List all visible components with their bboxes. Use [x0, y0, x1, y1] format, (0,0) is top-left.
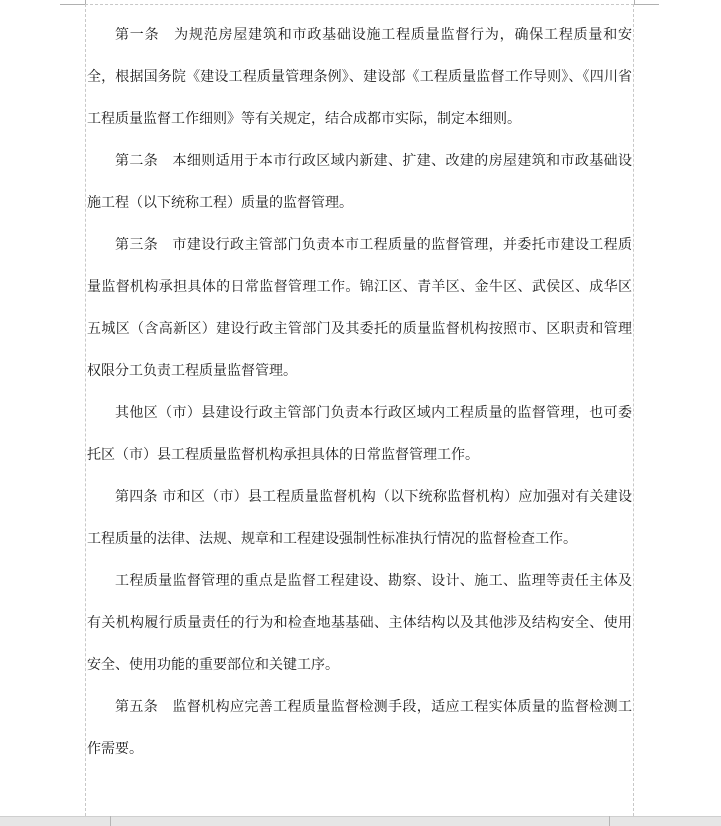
- document-body[interactable]: [87, 14, 632, 770]
- paragraph-article-4-continued: 工程质量监督管理的重点是监督工程建设、勘察、设计、施工、监理等责任主体及有关机构履行质量责任的行为和检查地基基础、主体结构以及其他涉及结构安全、使用安全、使用功能的重要部位和关键工序。: [87, 573, 632, 673]
- paragraph-article-5: 第五条 监督机构应完善工程质量监督检测手段，适应工程实体质量的监督检测工作需要。: [87, 699, 632, 757]
- paragraph-article-3: 第三条 市建设行政主管部门负责本市工程质量的监督管理，并委托市建设工程质量监督机构承担具体的日常监督管理工作。锦江区、青羊区、金牛区、武侯区、成华区五城区（含高新区）建设行政主管部门及其委托的质量监督机构按照市、区职责和管理权限分工负责工程质量监督管理。: [87, 237, 632, 379]
- paragraph-article-2: 第二条 本细则适用于本市行政区域内新建、扩建、改建的房屋建筑和市政基础设施工程（以下统称工程）质量的监督管理。: [87, 153, 632, 211]
- crop-mark-top-right-horizontal: [634, 4, 659, 5]
- margin-tick-right: [609, 816, 610, 826]
- paragraph-article-3-continued: 其他区（市）县建设行政主管部门负责本行政区域内工程质量的监督管理，也可委托区（市）县工程质量监督机构承担具体的日常监督管理工作。: [87, 405, 632, 463]
- crop-mark-top-right-vertical: [634, 0, 635, 4]
- page-gap-bar: [0, 816, 721, 826]
- paragraph-article-1: 第一条 为规范房屋建筑和市政基础设施工程质量监督行为，确保工程质量和安全，根据国务院《建设工程质量管理条例》、建设部《工程质量监督工作导则》、《四川省工程质量监督工作细则》等有关规定，结合成都市实际，制定本细则。: [87, 27, 632, 127]
- crop-mark-top-left-horizontal: [60, 4, 85, 5]
- margin-tick-left: [110, 816, 111, 826]
- paragraph-article-4: 第四条 市和区（市）县工程质量监督机构（以下统称监督机构）应加强对有关建设工程质量的法律、法规、规章和工程建设强制性标准执行情况的监督检查工作。: [87, 489, 632, 547]
